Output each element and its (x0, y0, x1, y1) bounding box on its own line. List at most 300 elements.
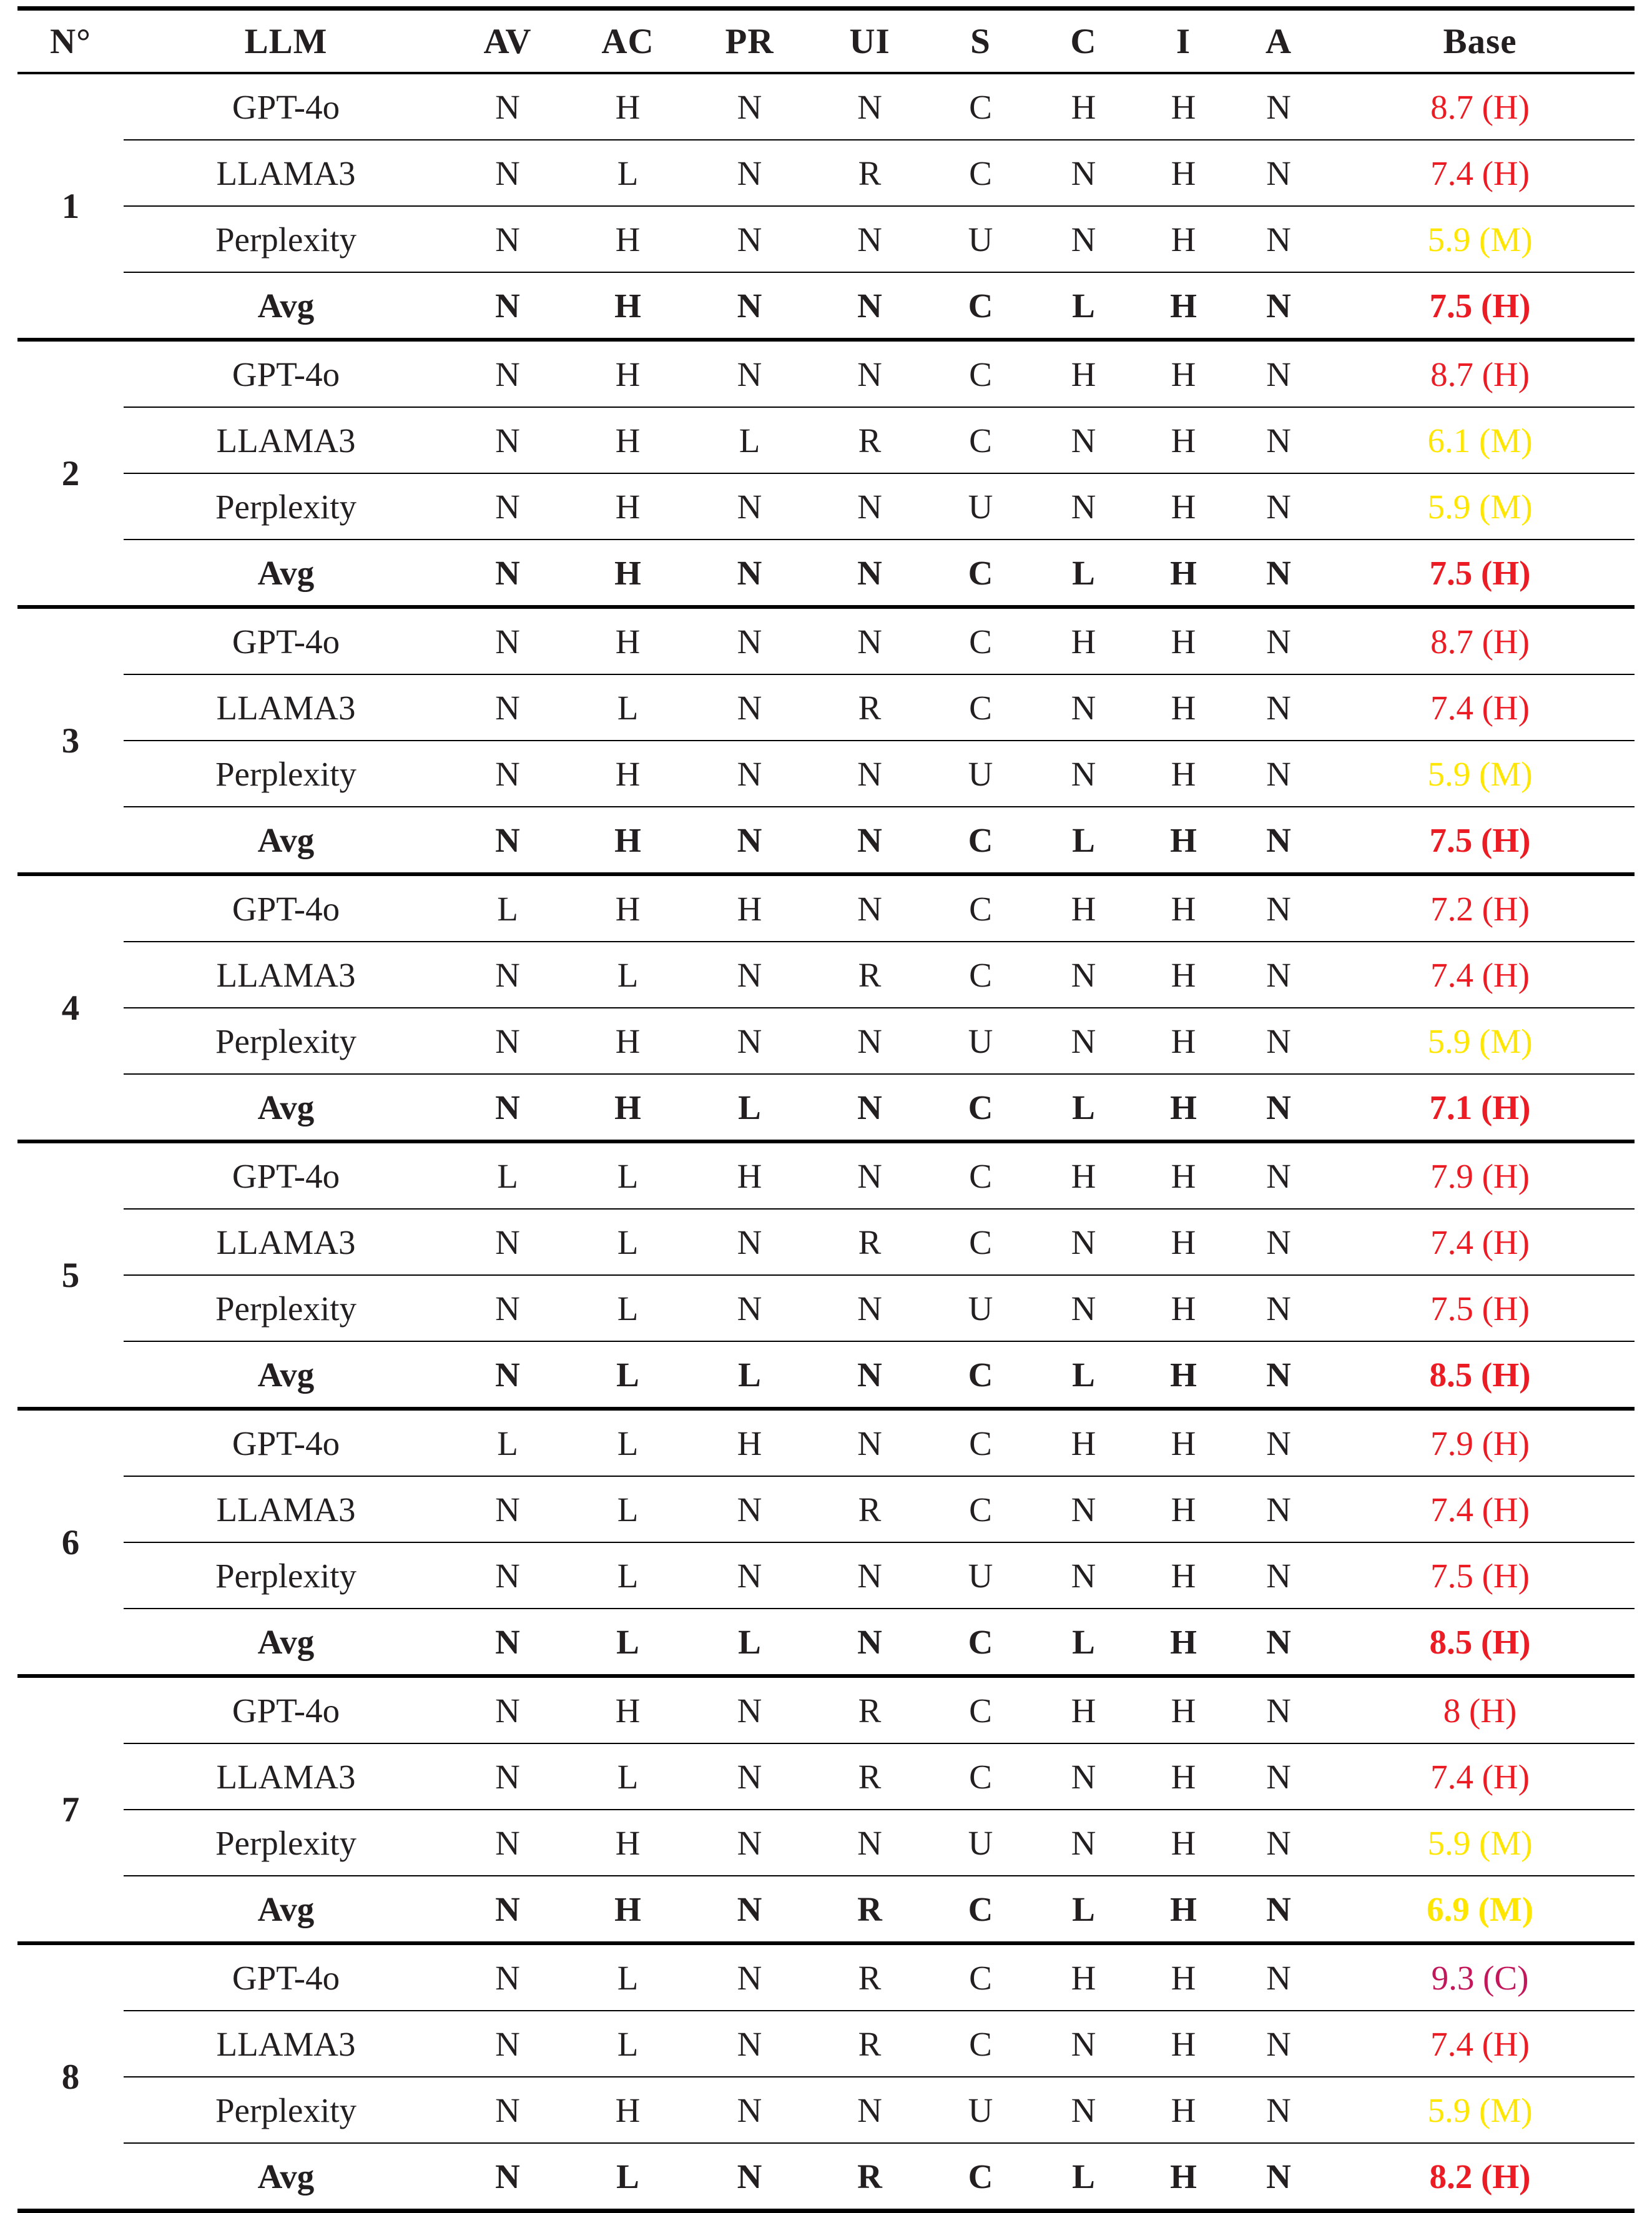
llm-row (17, 340, 1635, 407)
cell-c: N (1032, 1476, 1135, 1542)
cell-pr: N (689, 1943, 810, 2011)
group-number: 6 (17, 1409, 124, 1676)
cell-i: H (1135, 1074, 1232, 1141)
cell-ac: H (567, 741, 689, 807)
cell-av: N (448, 807, 567, 874)
cell-a: N (1232, 674, 1325, 741)
results-table (17, 6, 1635, 2213)
cell-i: H (1135, 807, 1232, 874)
llm-name: Perplexity (124, 1810, 448, 1876)
cell-ac: L (567, 1409, 689, 1476)
llm-row (17, 741, 1635, 807)
cell-i: H (1135, 1209, 1232, 1275)
base-score: 8.5 (H) (1325, 1609, 1635, 1676)
cell-pr: N (689, 140, 810, 206)
cell-a: N (1232, 1275, 1325, 1341)
cell-ui: N (810, 473, 929, 540)
cell-pr: L (689, 1609, 810, 1676)
llm-row (17, 1676, 1635, 1743)
cell-pr: N (689, 272, 810, 340)
cell-pr: N (689, 1876, 810, 1943)
cell-ui: N (810, 272, 929, 340)
cell-a: N (1232, 540, 1325, 607)
cell-c: L (1032, 1609, 1135, 1676)
avg-row (17, 2143, 1635, 2211)
cell-av: N (448, 2143, 567, 2211)
cell-s: U (929, 741, 1032, 807)
base-score: 7.9 (H) (1325, 1141, 1635, 1209)
cell-pr: N (689, 2011, 810, 2077)
cell-ui: N (810, 1609, 929, 1676)
llm-name: LLAMA3 (124, 1743, 448, 1810)
table-header (17, 9, 1635, 74)
base-score: 8.5 (H) (1325, 1341, 1635, 1409)
cell-i: H (1135, 874, 1232, 942)
cell-i: H (1135, 540, 1232, 607)
cell-c: N (1032, 407, 1135, 473)
cell-c: H (1032, 1409, 1135, 1476)
header-av: AV (448, 9, 567, 74)
base-score: 5.9 (M) (1325, 2077, 1635, 2143)
cell-ac: L (567, 1743, 689, 1810)
llm-row (17, 1409, 1635, 1476)
cell-s: C (929, 1609, 1032, 1676)
llm-name: Perplexity (124, 1275, 448, 1341)
cell-ui: N (810, 807, 929, 874)
cell-ac: H (567, 1074, 689, 1141)
base-score: 7.4 (H) (1325, 140, 1635, 206)
cell-ac: L (567, 1609, 689, 1676)
cell-ui: N (810, 1275, 929, 1341)
llm-row (17, 1476, 1635, 1542)
cell-ac: H (567, 1876, 689, 1943)
cell-c: H (1071, 87, 1096, 126)
llm-name: LLAMA3 (124, 2011, 448, 2077)
avg-row (17, 1876, 1635, 1943)
cell-i: H (1135, 1743, 1232, 1810)
cell-a: N (1232, 473, 1325, 540)
llm-row (17, 1275, 1635, 1341)
cell-c: N (1032, 1810, 1135, 1876)
base-score: 8.7 (H) (1325, 607, 1635, 674)
cell-pr: L (689, 1074, 810, 1141)
cell-av: N (448, 1275, 567, 1341)
cell-ac: H (567, 407, 689, 473)
llm-name: LLAMA3 (124, 1476, 448, 1542)
base-score: 5.9 (M) (1325, 1810, 1635, 1876)
cell-pr: N (689, 206, 810, 272)
avg-row (17, 807, 1635, 874)
llm-name: GPT-4o (124, 1141, 448, 1209)
cell-c: N (1032, 674, 1135, 741)
cell-i: H (1135, 741, 1232, 807)
cell-ac: H (567, 540, 689, 607)
llm-name: GPT-4o (124, 340, 448, 407)
cell-ui: N (810, 340, 929, 407)
cell-a: N (1232, 1876, 1325, 1943)
avg-row (17, 540, 1635, 607)
llm-name: LLAMA3 (124, 1209, 448, 1275)
llm-name: LLAMA3 (124, 407, 448, 473)
group-number: 7 (17, 1676, 124, 1943)
cell-s: C (929, 540, 1032, 607)
base-score: 7.4 (H) (1325, 2011, 1635, 2077)
llm-name: Avg (124, 1609, 448, 1676)
cell-i: H (1135, 1876, 1232, 1943)
cell-av: N (448, 1609, 567, 1676)
base-score: 7.5 (H) (1325, 1275, 1635, 1341)
cell-pr: N (689, 942, 810, 1008)
cell-c: L (1032, 272, 1135, 340)
cell-av: N (448, 1743, 567, 1810)
cell-a: N (1232, 1074, 1325, 1141)
cell-a: N (1232, 2077, 1325, 2143)
cell-av: N (448, 2077, 567, 2143)
llm-name: Perplexity (124, 741, 448, 807)
cell-c: N (1032, 741, 1135, 807)
group-number: 8 (17, 1943, 124, 2211)
base-score: 9.3 (C) (1325, 1943, 1635, 2011)
cell-a: N (1232, 1008, 1325, 1074)
cell-av: N (448, 407, 567, 473)
cell-ac: L (567, 1341, 689, 1409)
base-score: 8.2 (H) (1325, 2143, 1635, 2211)
cell-ac: L (567, 1943, 689, 2011)
llm-name: Perplexity (124, 1008, 448, 1074)
cell-av: N (448, 1810, 567, 1876)
cell-s: C (929, 1943, 1032, 2011)
cell-ac: H (567, 340, 689, 407)
cell-i: H (1135, 2077, 1232, 2143)
cell-ui: N (810, 2077, 929, 2143)
cell-s: C (929, 674, 1032, 741)
cell-ac: H (567, 1008, 689, 1074)
cell-s: U (929, 206, 1032, 272)
cell-s: C (929, 874, 1032, 942)
cell-a: N (1232, 1609, 1325, 1676)
header-number: N° (17, 9, 124, 74)
cell-av: N (448, 1542, 567, 1609)
cell-ui: R (810, 2011, 929, 2077)
cell-s: U (929, 473, 1032, 540)
group-number: 1 (61, 186, 80, 226)
cell-ui: N (810, 1074, 929, 1141)
cell-av: N (448, 2011, 567, 2077)
cell-ui: N (810, 206, 929, 272)
cell-a: N (1232, 140, 1325, 206)
cell-ui: N (810, 1141, 929, 1209)
header-llm: LLM (124, 9, 448, 74)
llm-name: LLAMA3 (124, 942, 448, 1008)
cell-av: N (448, 741, 567, 807)
cell-av: N (448, 942, 567, 1008)
base-score: 7.4 (H) (1325, 1209, 1635, 1275)
cell-a: N (1232, 1542, 1325, 1609)
cell-ac: H (567, 807, 689, 874)
base-score: 7.5 (H) (1325, 272, 1635, 340)
llm-name: Avg (124, 1341, 448, 1409)
base-score: 6.1 (M) (1325, 407, 1635, 473)
cell-s: C (929, 1209, 1032, 1275)
cell-av: N (448, 1074, 567, 1141)
cell-c: H (1032, 607, 1135, 674)
header-c: C (1032, 9, 1135, 74)
llm-row (17, 1209, 1635, 1275)
base-score: 5.9 (M) (1325, 473, 1635, 540)
llm-name: LLAMA3 (124, 140, 448, 206)
results-table-body (17, 73, 1635, 2211)
cell-i: H (1171, 87, 1196, 126)
cell-s: U (929, 1275, 1032, 1341)
cell-av: L (448, 1141, 567, 1209)
llm-row (17, 206, 1635, 272)
cell-pr: N (689, 473, 810, 540)
base-score: 8 (H) (1325, 1676, 1635, 1743)
header-row (17, 9, 1635, 74)
cell-s: C (969, 87, 992, 126)
llm-row (17, 942, 1635, 1008)
cell-a: N (1232, 1209, 1325, 1275)
cell-i: H (1135, 1141, 1232, 1209)
cell-av: N (448, 1209, 567, 1275)
cell-c: N (1032, 2077, 1135, 2143)
cell-pr: N (689, 1676, 810, 1743)
cell-i: H (1135, 2143, 1232, 2211)
cell-i: H (1135, 1542, 1232, 1609)
llm-name: GPT-4o (124, 1943, 448, 2011)
cell-c: L (1032, 807, 1135, 874)
cell-c: N (1032, 140, 1135, 206)
cell-s: C (929, 807, 1032, 874)
llm-name: Avg (124, 1074, 448, 1141)
cell-c: L (1032, 1074, 1135, 1141)
cell-i: H (1135, 942, 1232, 1008)
header-s: S (929, 9, 1032, 74)
cell-ac: L (567, 1542, 689, 1609)
cell-a: N (1232, 607, 1325, 674)
cell-c: L (1032, 1876, 1135, 1943)
llm-row (17, 1743, 1635, 1810)
cell-av: N (448, 674, 567, 741)
cell-ui: N (810, 1409, 929, 1476)
cell-s: C (929, 407, 1032, 473)
cell-c: N (1032, 1275, 1135, 1341)
cell-ui: N (810, 1341, 929, 1409)
cell-ac: H (567, 473, 689, 540)
cell-pr: N (689, 607, 810, 674)
base-score: 7.4 (H) (1325, 942, 1635, 1008)
base-score: 8.7 (H) (1430, 87, 1530, 126)
cell-ui: N (810, 1542, 929, 1609)
header-base: Base (1325, 9, 1635, 74)
cell-c: L (1032, 1341, 1135, 1409)
cell-ui: R (810, 2143, 929, 2211)
cell-i: H (1135, 407, 1232, 473)
cell-av: N (495, 87, 520, 126)
cell-a: N (1232, 942, 1325, 1008)
cell-ui: N (810, 607, 929, 674)
cell-ac: L (567, 1275, 689, 1341)
avg-row (17, 1609, 1635, 1676)
cell-ui: N (810, 874, 929, 942)
cell-c: N (1032, 1209, 1135, 1275)
cell-av: N (448, 607, 567, 674)
cell-a: N (1232, 741, 1325, 807)
cell-s: U (929, 2077, 1032, 2143)
base-score: 8.7 (H) (1325, 340, 1635, 407)
cell-i: H (1135, 473, 1232, 540)
cell-ui: R (810, 140, 929, 206)
cell-i: H (1135, 206, 1232, 272)
cell-a: N (1266, 87, 1291, 126)
llm-name: Avg (124, 1876, 448, 1943)
cell-ac: L (567, 2143, 689, 2211)
llm-name: GPT-4o (232, 87, 340, 126)
llm-name: Perplexity (124, 206, 448, 272)
cell-a: N (1232, 807, 1325, 874)
cell-av: L (448, 874, 567, 942)
header-pr: PR (689, 9, 810, 74)
cell-a: N (1232, 1476, 1325, 1542)
cell-s: C (929, 1341, 1032, 1409)
cell-pr: H (689, 874, 810, 942)
cell-s: C (929, 1676, 1032, 1743)
llm-name: Avg (124, 2143, 448, 2211)
cell-ui: R (810, 1476, 929, 1542)
group-number: 3 (17, 607, 124, 874)
cell-a: N (1232, 340, 1325, 407)
cell-a: N (1232, 2143, 1325, 2211)
cell-a: N (1232, 2011, 1325, 2077)
llm-row (17, 73, 1635, 140)
cell-ui: R (810, 1943, 929, 2011)
cell-pr: N (689, 741, 810, 807)
cell-ui: N (857, 87, 882, 126)
cell-pr: H (689, 1141, 810, 1209)
base-score: 7.4 (H) (1325, 1476, 1635, 1542)
llm-row (17, 1943, 1635, 2011)
llm-name: Avg (124, 807, 448, 874)
base-score: 5.9 (M) (1325, 1008, 1635, 1074)
base-score: 7.5 (H) (1325, 540, 1635, 607)
base-score: 7.5 (H) (1325, 807, 1635, 874)
cell-ac: L (567, 1209, 689, 1275)
cell-ui: R (810, 1876, 929, 1943)
cell-ui: R (810, 1209, 929, 1275)
base-score: 5.9 (M) (1325, 206, 1635, 272)
cell-i: H (1135, 140, 1232, 206)
cell-c: H (1032, 1141, 1135, 1209)
cell-av: N (448, 1476, 567, 1542)
cell-pr: N (689, 1275, 810, 1341)
cell-pr: N (689, 807, 810, 874)
cell-c: N (1032, 942, 1135, 1008)
cell-ac: H (567, 206, 689, 272)
cell-pr: N (689, 1542, 810, 1609)
cell-a: N (1232, 1341, 1325, 1409)
cell-av: N (448, 1341, 567, 1409)
llm-row (17, 674, 1635, 741)
cell-c: H (1032, 1943, 1135, 2011)
cell-pr: L (689, 1341, 810, 1409)
cell-av: N (448, 140, 567, 206)
cell-s: C (929, 607, 1032, 674)
cell-i: H (1135, 2011, 1232, 2077)
cell-av: N (448, 540, 567, 607)
llm-name: GPT-4o (124, 1676, 448, 1743)
cell-av: N (448, 473, 567, 540)
cell-ac: L (567, 942, 689, 1008)
cell-s: C (929, 1074, 1032, 1141)
cell-pr: L (689, 407, 810, 473)
llm-row (17, 1141, 1635, 1209)
cell-ac: H (567, 607, 689, 674)
cell-a: N (1232, 206, 1325, 272)
cell-ac: H (567, 2077, 689, 2143)
llm-row (17, 473, 1635, 540)
cell-a: N (1232, 1141, 1325, 1209)
cell-pr: N (689, 1476, 810, 1542)
header-ui: UI (810, 9, 929, 74)
cell-i: H (1135, 272, 1232, 340)
cell-i: H (1135, 1943, 1232, 2011)
llm-name: Perplexity (124, 1542, 448, 1609)
llm-name: Avg (124, 272, 448, 340)
cell-ui: N (810, 540, 929, 607)
cell-a: N (1232, 874, 1325, 942)
cell-s: C (929, 942, 1032, 1008)
header-ac: AC (567, 9, 689, 74)
cell-ac: L (567, 1476, 689, 1542)
cell-ac: H (615, 87, 641, 126)
cell-pr: N (689, 1810, 810, 1876)
cell-pr: N (689, 2077, 810, 2143)
cell-av: N (448, 272, 567, 340)
llm-name: GPT-4o (124, 607, 448, 674)
cell-ac: L (567, 2011, 689, 2077)
cell-s: U (929, 1542, 1032, 1609)
llm-name: Perplexity (124, 473, 448, 540)
base-score: 7.9 (H) (1325, 1409, 1635, 1476)
cell-ui: R (810, 674, 929, 741)
cell-pr: N (689, 1008, 810, 1074)
cell-a: N (1232, 1409, 1325, 1476)
llm-name: GPT-4o (124, 1409, 448, 1476)
cell-s: C (929, 1743, 1032, 1810)
llm-row (17, 607, 1635, 674)
cell-pr: N (689, 2143, 810, 2211)
llm-row (17, 1008, 1635, 1074)
cell-ac: L (567, 674, 689, 741)
cell-av: N (448, 206, 567, 272)
cell-pr: H (689, 1409, 810, 1476)
cell-av: N (448, 1943, 567, 2011)
cell-a: N (1232, 1943, 1325, 2011)
cell-a: N (1232, 1810, 1325, 1876)
cell-s: U (929, 1810, 1032, 1876)
cell-c: H (1032, 874, 1135, 942)
cell-pr: N (689, 1209, 810, 1275)
cell-pr: N (737, 87, 762, 126)
cell-c: H (1032, 1676, 1135, 1743)
llm-row (17, 874, 1635, 942)
cell-ui: N (810, 1008, 929, 1074)
group-number: 5 (17, 1141, 124, 1409)
cell-ui: R (810, 942, 929, 1008)
llm-name: LLAMA3 (124, 674, 448, 741)
cell-s: C (929, 1476, 1032, 1542)
base-score: 5.9 (M) (1325, 741, 1635, 807)
